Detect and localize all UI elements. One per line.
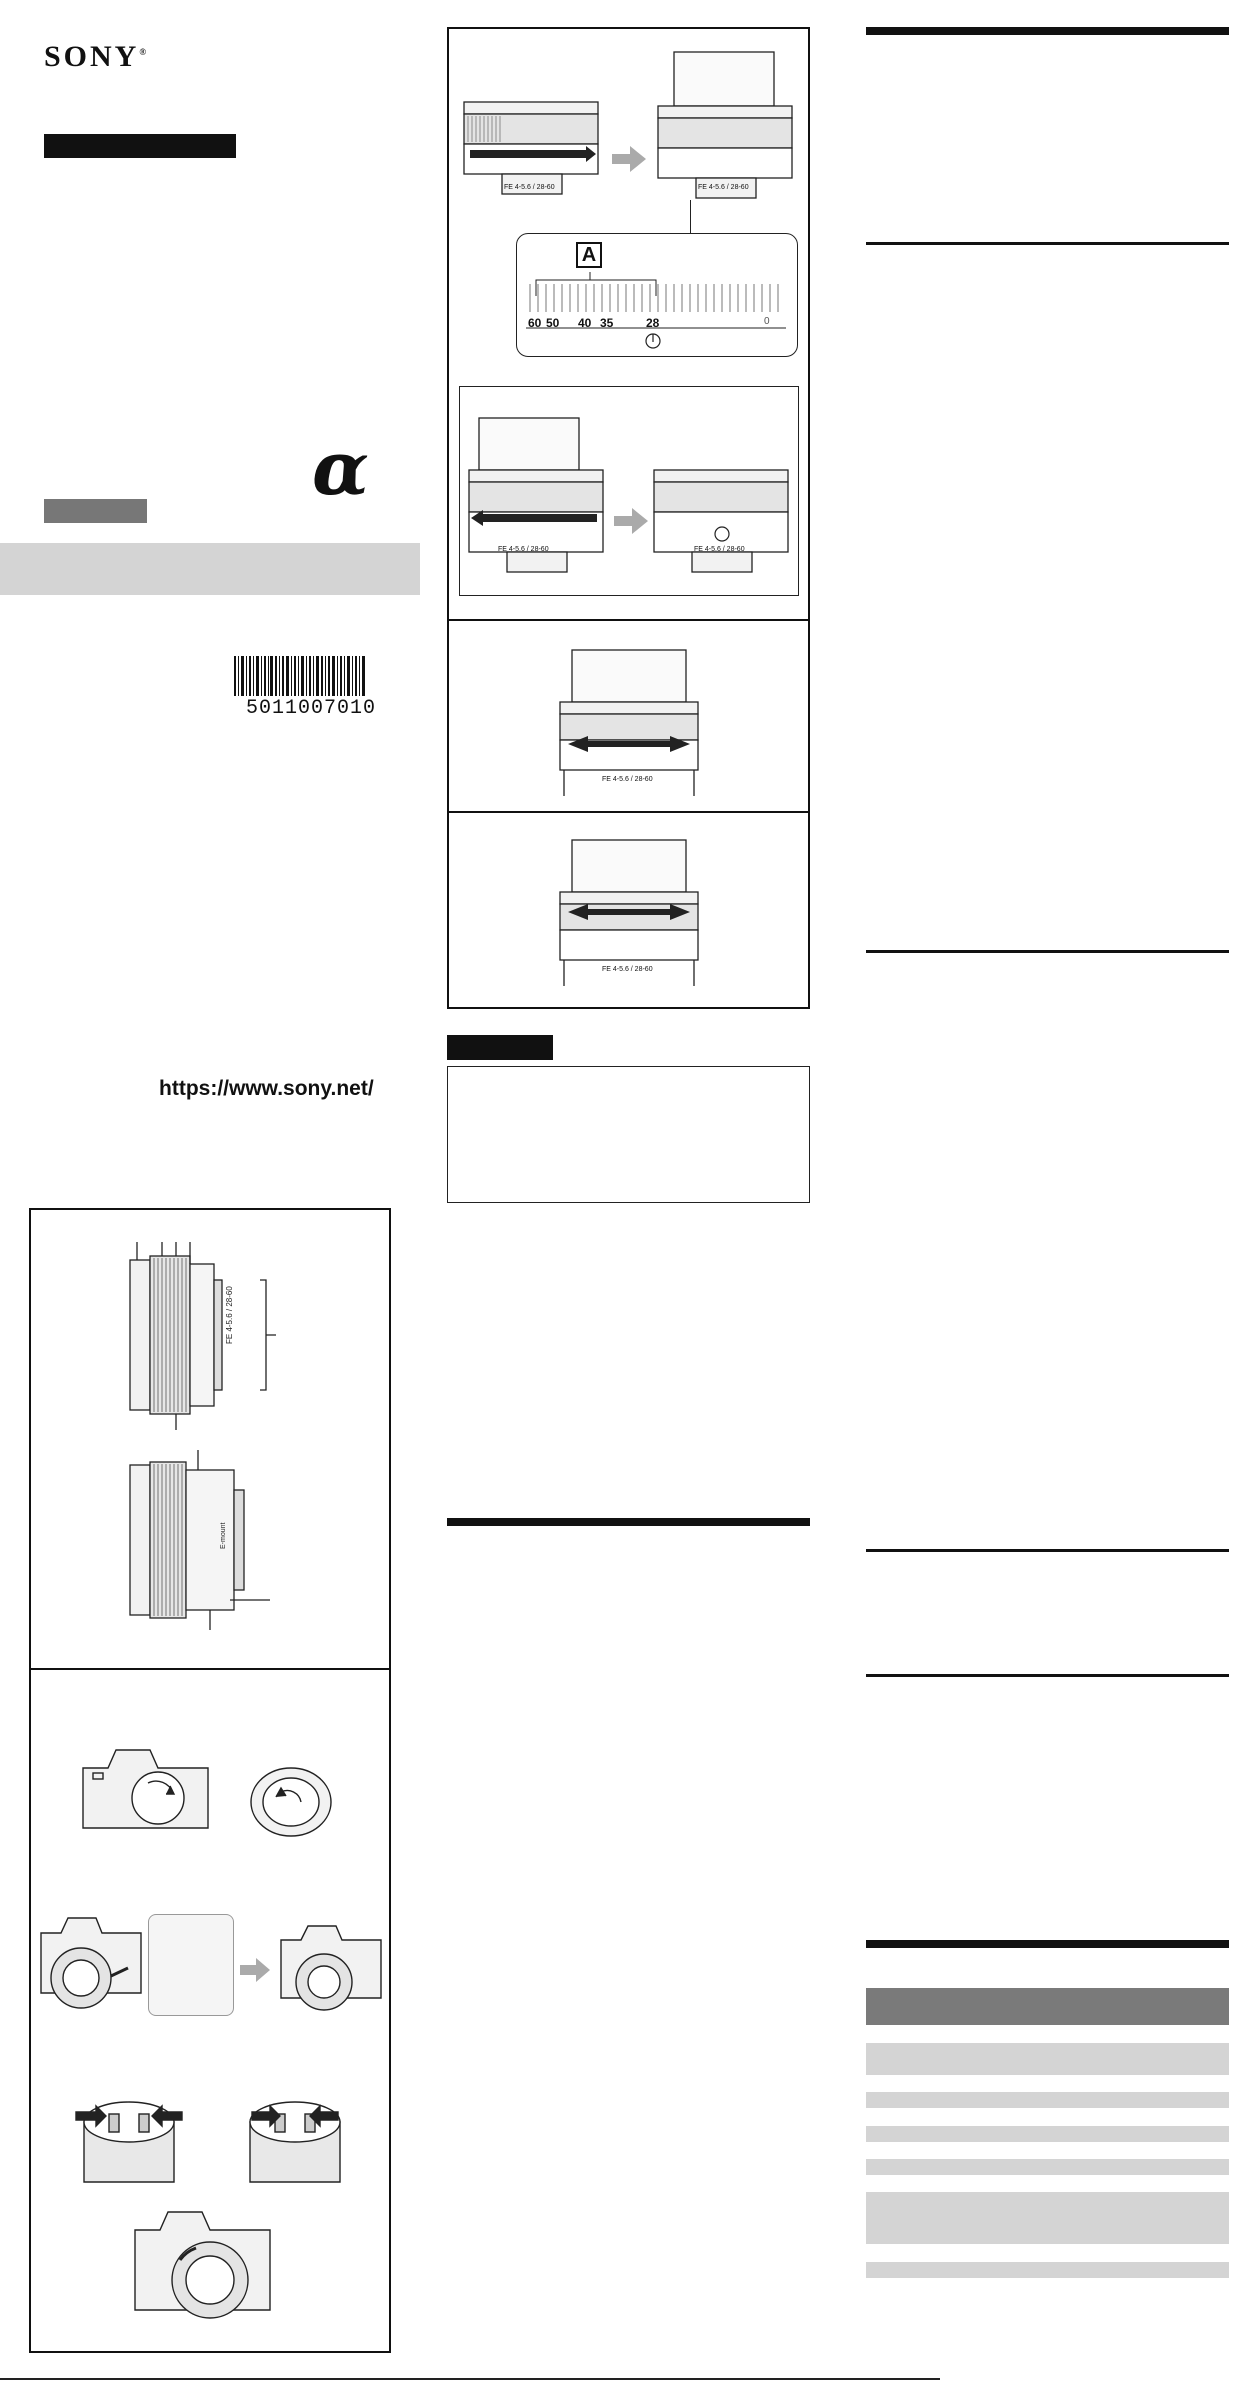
focal-tick-60: 60 [528,316,542,330]
lens-label-5: FE 4-5.6 / 28-60 [602,776,653,783]
spec-table-row-2 [866,2092,1229,2108]
focal-tick-infinity: 0 [764,316,770,327]
lens-cap-remove-illustration [74,2092,184,2192]
index-mark-icon [644,332,662,350]
spec-table-row-1 [866,2043,1229,2075]
figure-divider-3 [447,811,810,813]
section-rule-5 [866,1674,1229,1677]
focal-tick-50: 50 [546,316,560,330]
arrow-right-icon [614,508,648,534]
camera-with-lens-illustration [276,1918,386,2018]
section-rule-3 [866,950,1229,953]
mount-closeup-box [148,1914,234,2016]
lens-label-6: FE 4-5.6 / 28-60 [602,966,653,973]
section-rule-2 [866,242,1229,245]
section-rule-top [866,27,1229,35]
focal-tick-28: 28 [646,316,660,330]
section-label-bar [44,499,147,523]
lens-retracted-right-illustration [652,468,792,588]
alpha-logo-icon: α [312,426,369,512]
camera-body-cap-illustration [78,1728,218,1838]
arrow-right-icon [240,1958,270,1982]
camera-attach-lens-illustration [36,1908,146,2018]
lens-mount-view-illustration [120,1450,280,1630]
spec-table-row-6 [866,2262,1229,2278]
barcode-icon [232,656,368,698]
camera-hood-illustration [130,2200,280,2330]
spec-table-row-3 [866,2126,1229,2142]
lens-label-3: FE 4-5.6 / 28-60 [498,546,549,553]
svg-text:E-mount: E-mount [220,1522,227,1549]
sony-logo: SONY® [44,40,147,73]
section-rule-4 [866,1549,1229,1552]
spec-table-header [866,1988,1229,2025]
lens-cap-attach-illustration [240,2092,350,2192]
lens-label-1: FE 4-5.6 / 28-60 [504,184,555,191]
focal-tick-40: 40 [578,316,592,330]
lens-side-view-illustration [120,1240,300,1430]
spec-table-row-4 [866,2159,1229,2175]
connector-line [690,200,691,234]
arrow-right-icon [612,146,646,172]
figure-divider [29,1668,391,1670]
note-box [447,1066,810,1203]
title-bar [44,134,236,158]
barcode-number: 5011007010 [246,697,377,720]
lens-extended-left-illustration [467,416,607,586]
lens-label-2: FE 4-5.6 / 28-60 [698,184,749,191]
bottom-rule [0,2378,940,2380]
figure-divider-2 [447,619,810,621]
marker-a-box: A [576,242,602,268]
spec-table-row-5 [866,2192,1229,2244]
section-rule-specs [866,1940,1229,1948]
section-rule-middle [447,1518,810,1526]
website-url[interactable]: https://www.sony.net/ [159,1077,374,1100]
header-band [0,543,420,595]
note-label-bar [447,1035,553,1060]
focal-tick-35: 35 [600,316,614,330]
lens-rear-cap-illustration [246,1762,336,1842]
lens-label-4: FE 4-5.6 / 28-60 [694,546,745,553]
svg-text:FE 4-5.6 / 28-60: FE 4-5.6 / 28-60 [225,1286,234,1344]
